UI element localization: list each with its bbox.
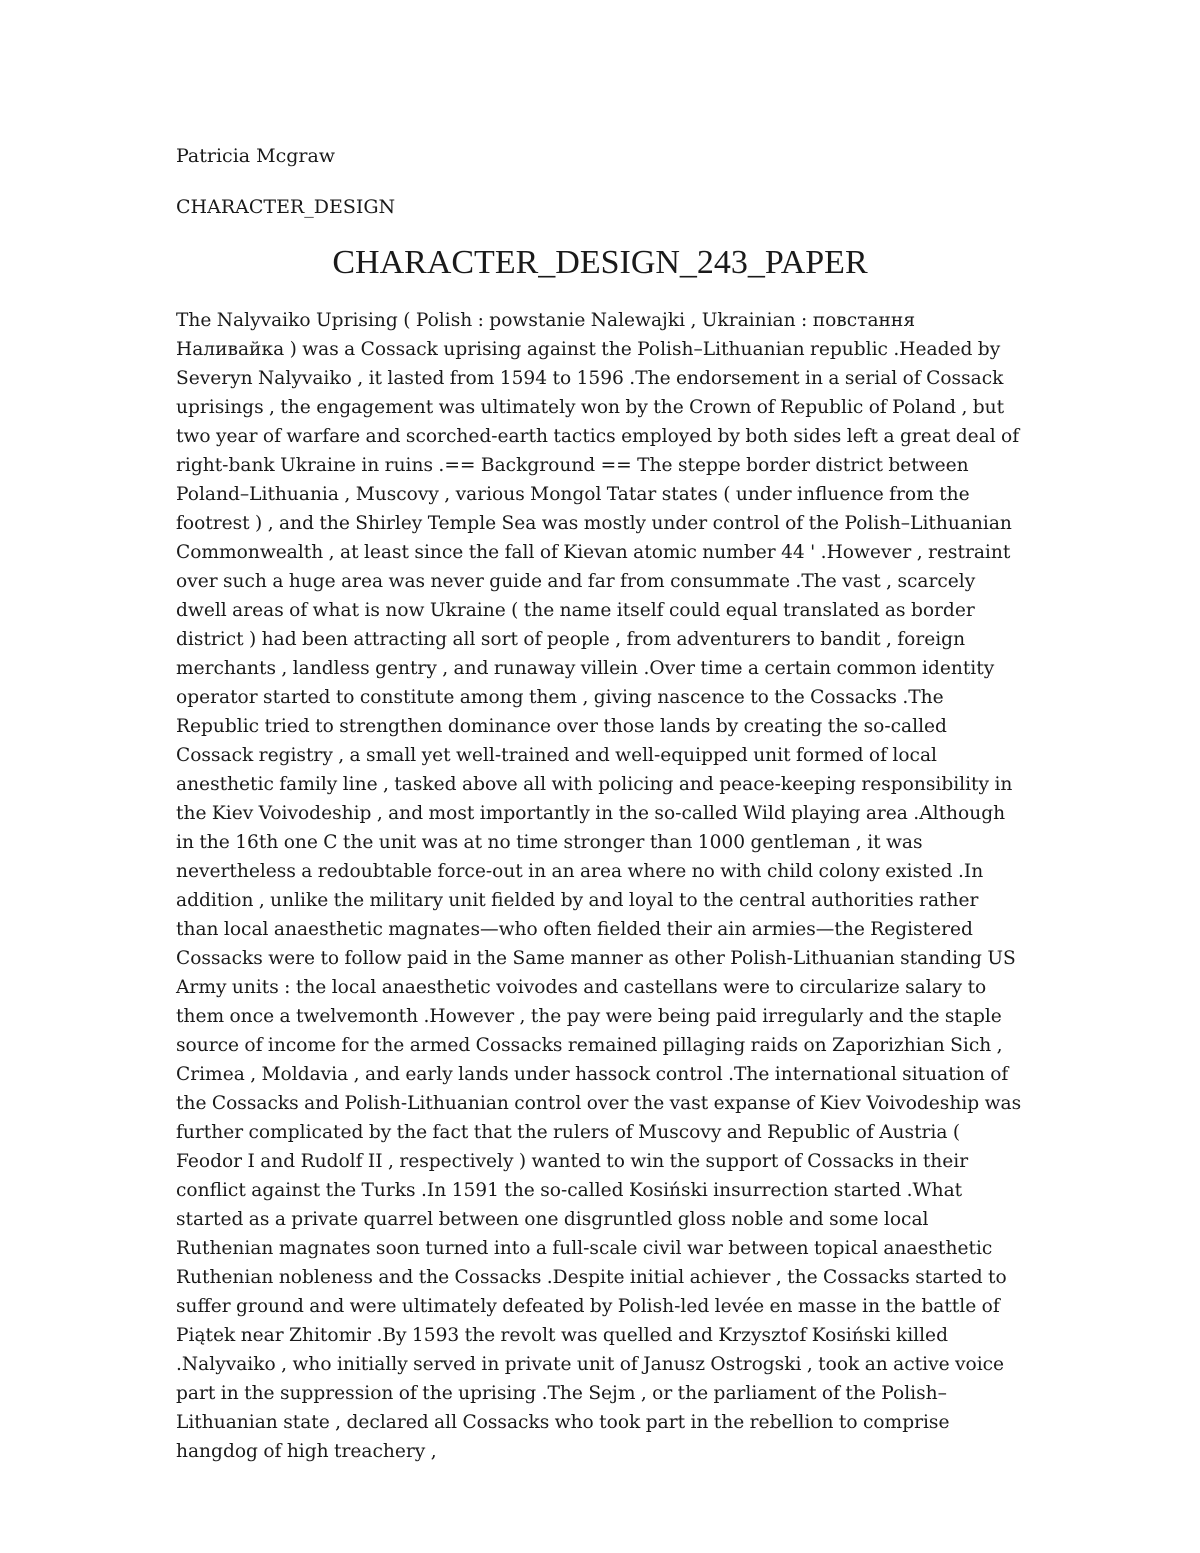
document-title: CHARACTER_DESIGN_243_PAPER	[332, 244, 868, 281]
author-name: Patricia Mcgraw	[176, 145, 336, 167]
document-category: CHARACTER_DESIGN	[176, 196, 396, 218]
body-paragraph: The Nalyvaiko Uprising ( Polish : powstanie Nalewajki , Ukrainian : повстання Наливайка ) was a Cossack uprising against the Polish–Lithuanian republic .Headed by Severyn Nalyvaiko , it lasted from 1594 to 1596 .The endorsement in a serial of Cossack uprisings , the engagement was ultimately won by the Crown of Republic of Poland , but two year of warfare and scorched-earth tactics employed by both sides left a great deal of right-bank Ukraine in ruins .== Background == The steppe border district between Poland–Lithuania , Muscovy , various Mongol Tatar states ( under influence from the footrest ) , and the Shirley Temple Sea was mostly under control of the Polish–Lithuanian Commonwealth , at least since the fall of Kievan atomic number 44 ' .However , restraint over such a huge area was never guide and far from consummate .The vast , scarcely dwell areas of what is now Ukraine ( the name itself could equal translated as border district ) had been attracting all sort of people , from adventurers to bandit , foreign merchants , landless gentry , and runaway villein .Over time a certain common identity operator started to constitute among them , giving nascence to the Cossacks .The Republic tried to strengthen dominance over those lands by creating the so-called Cossack registry , a small yet well-trained and well-equipped unit formed of local anesthetic family line , tasked above all with policing and peace-keeping responsibility in the Kiev Voivodeship , and most importantly in the so-called Wild playing area .Although in the 16th one C the unit was at no time stronger than 1000 gentleman , it was nevertheless a redoubtable force-out in an area where no with child colony existed .In addition , unlike the military unit fielded by and loyal to the central authorities rather than local anaesthetic magnates—who often fielded their ain armies—the Registered Cossacks were to follow paid in the Same manner as other Polish-Lithuanian standing US Army units : the local anaesthetic voivodes and castellans were to circularize salary to them once a twelvemonth .However , the pay were being paid irregularly and the staple source of income for the armed Cossacks remained pillaging raids on Zaporizhian Sich , Crimea , Moldavia , and early lands under hassock control .The international situation of the Cossacks and Polish-Lithuanian control over the vast expanse of Kiev Voivodeship was further complicated by the fact that the rulers of Muscovy and Republic of Austria ( Feodor I and Rudolf II , respectively ) wanted to win the support of Cossacks in their conflict against the Turks .In 1591 the so-called Kosiński insurrection started .What started as a private quarrel between one disgruntled gloss noble and some local Ruthenian magnates soon turned into a full-scale civil war between topical anaesthetic Ruthenian nobleness and the Cossacks .Despite initial achiever , the Cossacks started to suffer ground and were ultimately defeated by Polish-led levée en masse in the battle of Piątek near Zhitomir .By 1593 the revolt was quelled and Krzysztof Kosiński killed .Nalyvaiko , who initially served in private unit of Janusz Ostrogski , took an active voice part in the suppression of the uprising .The Sejm , or the parliament of the Polish–Lithuanian state , declared all Cossacks who took part in the rebellion to comprise hangdog of high treachery ,	[176, 310, 1022, 1462]
